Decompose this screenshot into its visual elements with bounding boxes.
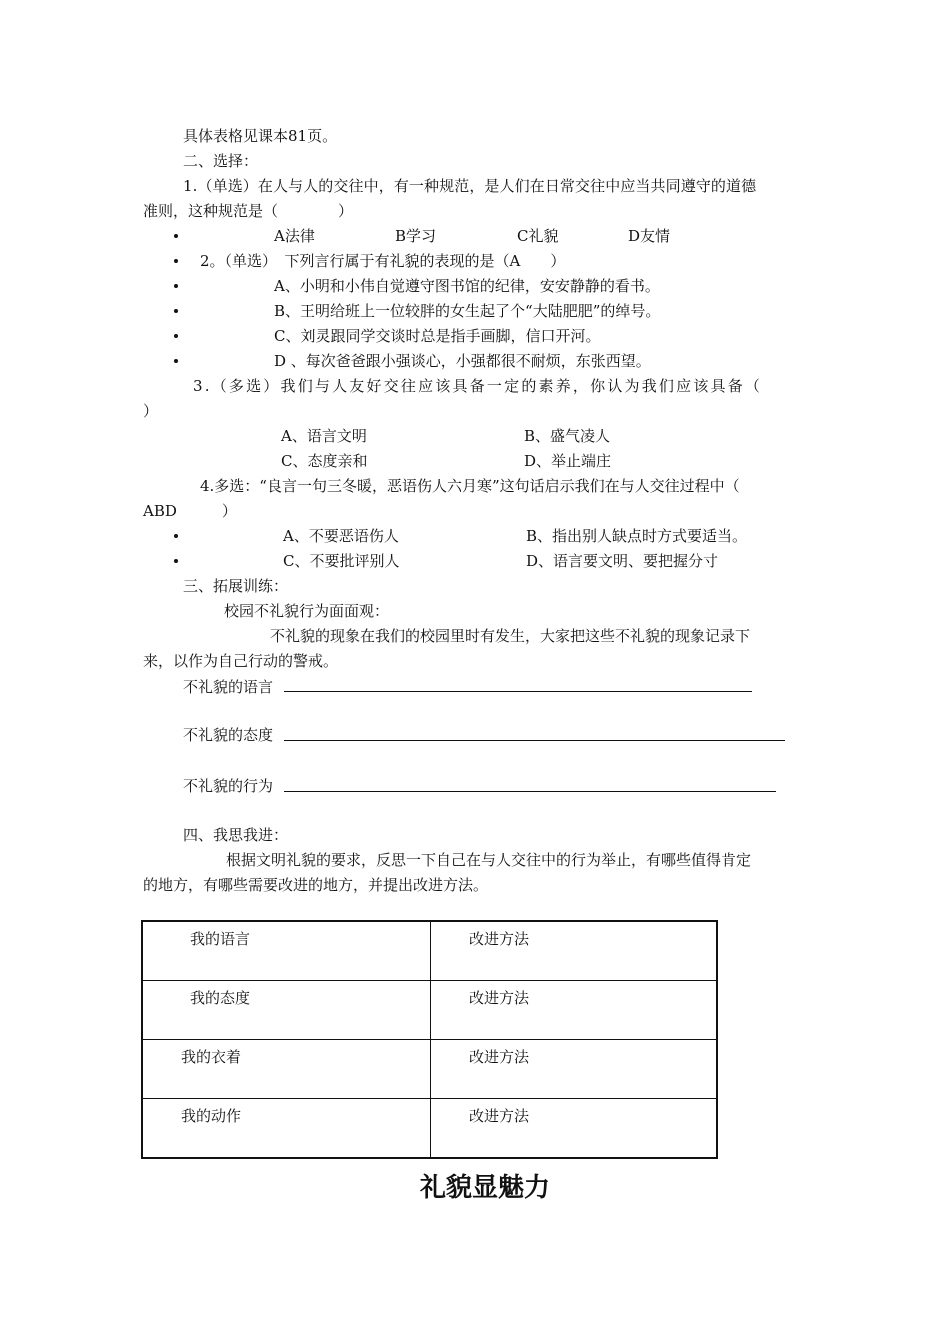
q1-option-a: A法律 — [274, 227, 315, 245]
table-row — [142, 1040, 717, 1099]
table-row — [142, 981, 717, 1040]
q3-option-d: D、举止端庄 — [524, 452, 612, 470]
field-label-attitude: 不礼貌的态度 — [183, 726, 274, 744]
table-cell[interactable] — [431, 1099, 718, 1159]
bullet — [174, 284, 178, 288]
table-row — [142, 921, 717, 981]
field-label-behavior: 不礼貌的行为 — [183, 777, 274, 795]
q2-option-a: A、小明和小伟自觉遵守图书馆的纪律，安安静静的看书。 — [274, 277, 660, 295]
q2-option-d: D 、每次爸爸跟小强谈心，小强都很不耐烦，东张西望。 — [274, 352, 651, 370]
table-cell[interactable] — [142, 1040, 431, 1099]
table-cell[interactable] — [431, 1040, 718, 1099]
q2-option-c: C、刘灵跟同学交谈时总是指手画脚，信口开河。 — [274, 327, 601, 345]
q3-stem-line1: 3.（多选）我们与人友好交往应该具备一定的素养，你认为我们应该具备（ — [193, 377, 763, 395]
bullet — [174, 534, 178, 538]
table-cell[interactable] — [431, 981, 718, 1040]
table-row — [142, 1099, 717, 1159]
cell-label: 改进方法 — [469, 1048, 530, 1066]
cell-label: 我的语言 — [190, 930, 251, 948]
field-blank-language[interactable] — [284, 691, 752, 692]
reflection-table — [141, 920, 718, 1159]
section-3-paragraph-line1: 不礼貌的现象在我们的校园里时有发生，大家把这些不礼貌的现象记录下 — [270, 627, 751, 645]
q4-stem-line1: 4.多选：“良言一句三冬暖，恶语伤人六月寒”这句话启示我们在与人交往过程中（ — [200, 477, 740, 495]
q3-stem-line2: ） — [143, 402, 159, 420]
section-2-heading: 二、选择： — [183, 152, 259, 170]
table-cell[interactable] — [142, 1099, 431, 1159]
footer-title: 礼貌显魅力 — [420, 1173, 551, 1203]
intro-line: 具体表格见课本81页。 — [183, 127, 338, 145]
q3-option-c: C、态度亲和 — [281, 452, 368, 470]
q4-stem-line2: ABD ） — [143, 502, 237, 520]
q1-stem-line2: 准则，这种规范是（ ） — [143, 202, 354, 220]
section-4-paragraph-line1: 根据文明礼貌的要求，反思一下自己在与人交往中的行为举止，有哪些值得肯定 — [226, 851, 752, 869]
bullet — [174, 359, 178, 363]
q1-option-b: B学习 — [395, 227, 437, 245]
q4-option-b: B、指出别人缺点时方式要适当。 — [526, 527, 748, 545]
q4-option-d: D、语言要文明、要把握分寸 — [526, 552, 719, 570]
field-label-language: 不礼貌的语言 — [183, 678, 274, 696]
q4-option-a: A、不要恶语伤人 — [283, 527, 399, 545]
table-cell[interactable] — [142, 921, 431, 981]
cell-label: 改进方法 — [469, 930, 530, 948]
q3-option-b: B、盛气凌人 — [524, 427, 611, 445]
q1-stem-line1: 1.（单选）在人与人的交往中，有一种规范，是人们在日常交往中应当共同遵守的道德 — [183, 177, 757, 195]
bullet — [174, 259, 178, 263]
cell-label: 改进方法 — [469, 1107, 530, 1125]
bullet — [174, 334, 178, 338]
q4-option-c: C、不要批评别人 — [283, 552, 400, 570]
section-4-paragraph-line2: 的地方，有哪些需要改进的地方，并提出改进方法。 — [143, 876, 489, 894]
q1-option-c: C礼貌 — [517, 227, 559, 245]
cell-label: 我的衣着 — [181, 1048, 242, 1066]
q2-stem: 2。（单选） 下列言行属于有礼貌的表现的是（A ） — [200, 252, 566, 270]
q3-option-a: A、语言文明 — [281, 427, 367, 445]
field-blank-behavior[interactable] — [284, 791, 776, 792]
cell-label: 我的动作 — [181, 1107, 242, 1125]
cell-label: 改进方法 — [469, 989, 530, 1007]
field-blank-attitude[interactable] — [284, 740, 785, 741]
bullet — [174, 559, 178, 563]
table-cell[interactable] — [431, 921, 718, 981]
section-3-subheading: 校园不礼貌行为面面观： — [224, 602, 390, 620]
section-4-heading: 四、我思我进： — [183, 826, 289, 844]
q1-option-d: D友情 — [628, 227, 671, 245]
bullet — [174, 234, 178, 238]
table-cell[interactable] — [142, 981, 431, 1040]
section-3-heading: 三、拓展训练： — [183, 577, 289, 595]
q2-option-b: B、王明给班上一位较胖的女生起了个“大陆肥肥”的绰号。 — [274, 302, 661, 320]
bullet — [174, 309, 178, 313]
section-3-paragraph-line2: 来，以作为自己行动的警戒。 — [143, 652, 339, 670]
cell-label: 我的态度 — [190, 989, 251, 1007]
